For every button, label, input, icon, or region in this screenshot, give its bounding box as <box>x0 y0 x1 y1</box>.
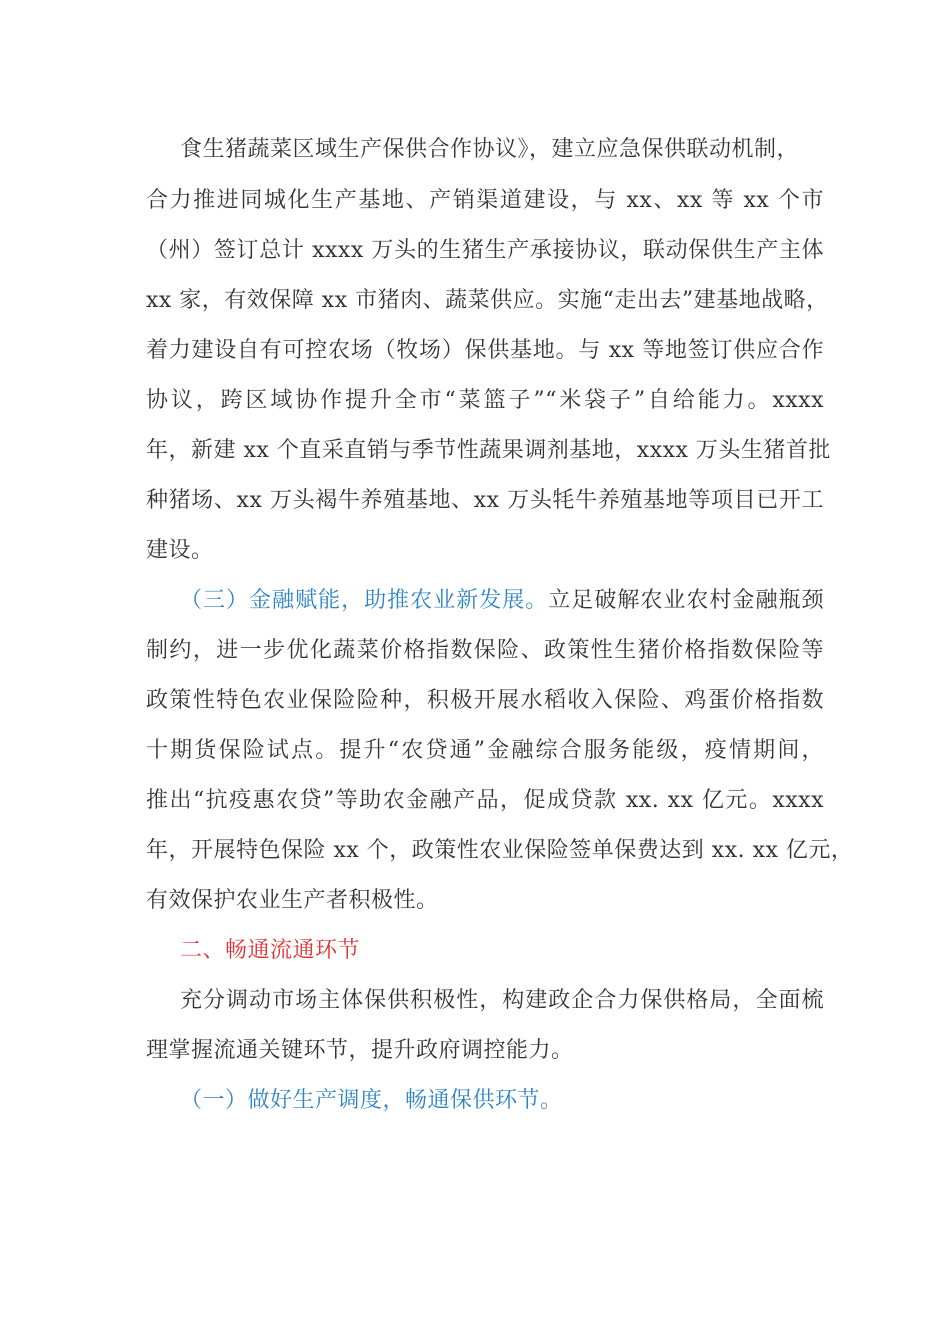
paragraph-line: 充分调动市场主体保供积极性，构建政企合力保供格局，全面梳 <box>180 988 824 1013</box>
subsection-heading: （三）金融赋能，助推农业新发展。 <box>180 588 549 613</box>
paragraph-line: 十期货保险试点。提升“农贷通”金融综合服务能级，疫情期间， <box>146 738 824 763</box>
paragraph-line: 食生猪蔬菜区域生产保供合作协议》，建立应急保供联动机制， <box>180 137 800 162</box>
paragraph-line: 种猪场、xx 万头褐牛养殖基地、xx 万头牦牛养殖基地等项目已开工 <box>146 488 824 513</box>
paragraph-line: 协议，跨区域协作提升全市“菜篮子”“米袋子”自给能力。xxxx <box>146 388 824 413</box>
paragraph-text: 立足破解农业农村金融瓶颈 <box>548 588 824 613</box>
paragraph-line: 合力推进同城化生产基地、产销渠道建设，与 xx、xx 等 xx 个市 <box>146 188 824 213</box>
paragraph-line: 政策性特色农业保险险种，积极开展水稻收入保险、鸡蛋价格指数 <box>146 688 824 713</box>
paragraph-line: 年，开展特色保险 xx 个，政策性农业保险签单保费达到 xx. xx 亿元， <box>146 838 854 863</box>
paragraph-line: 着力建设自有可控农场（牧场）保供基地。与 xx 等地签订供应合作 <box>146 338 824 363</box>
paragraph-line: （州）签订总计 xxxx 万头的生猪生产承接协议，联动保供生产主体 <box>146 238 824 263</box>
subsection-heading: （一）做好生产调度，畅通保供环节。 <box>180 1088 563 1113</box>
paragraph-line: xx 家，有效保障 xx 市猪肉、蔬菜供应。实施“走出去”建基地战略， <box>146 288 829 313</box>
paragraph-line: 年，新建 xx 个直采直销与季节性蔬果调剂基地，xxxx 万头生猪首批 <box>146 438 831 463</box>
paragraph-line: 推出“抗疫惠农贷”等助农金融产品，促成贷款 xx. xx 亿元。xxxx <box>146 788 824 813</box>
paragraph-line: 有效保护农业生产者积极性。 <box>146 888 439 913</box>
paragraph-line: 建设。 <box>146 538 214 563</box>
section-heading: 二、畅通流通环节 <box>180 938 361 963</box>
paragraph-first-line <box>180 586 824 616</box>
paragraph-line: 制约，进一步优化蔬菜价格指数保险、政策性生猪价格指数保险等 <box>146 638 824 663</box>
paragraph-line: 理掌握流通关键环节，提升政府调控能力。 <box>146 1038 574 1063</box>
